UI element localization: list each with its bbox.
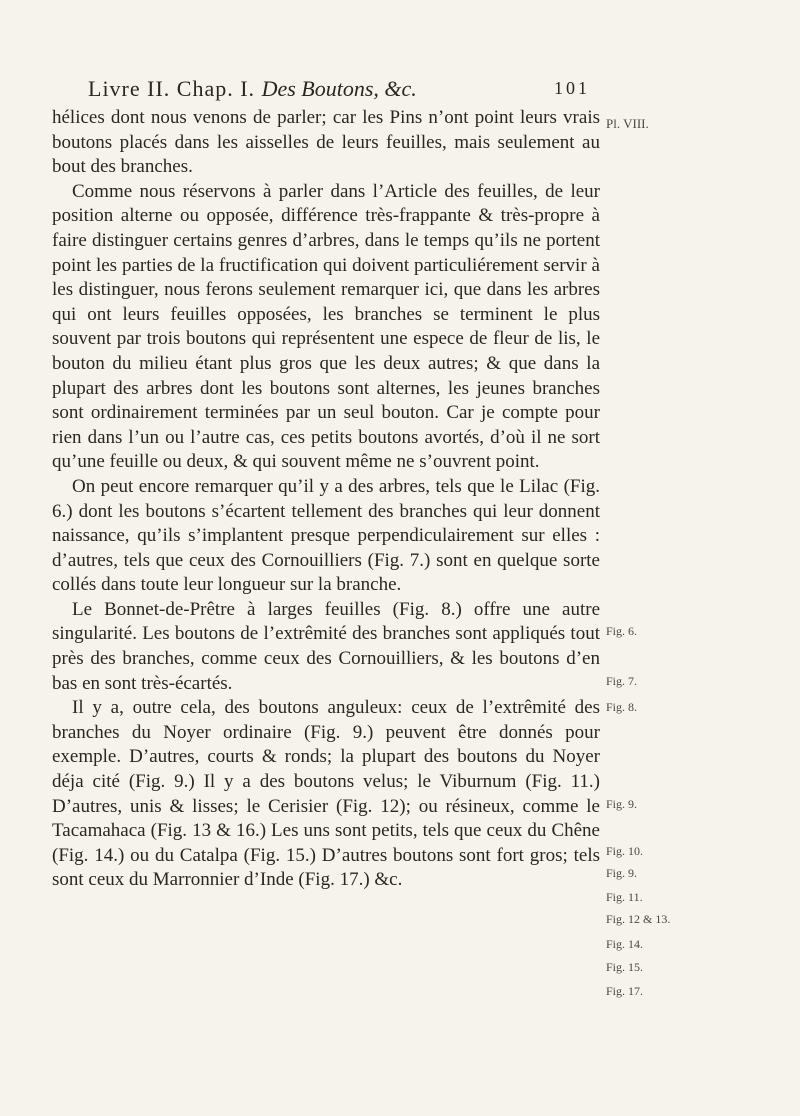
margin-note-fig7: Fig. 7. — [606, 674, 638, 688]
margin-note-fig15: Fig. 15. — [606, 960, 644, 974]
margin-note-fig10: Fig. 10. — [606, 844, 644, 858]
margin-note-fig11: Fig. 11. — [606, 890, 643, 904]
margin-note-fig14: Fig. 14. — [606, 937, 644, 951]
margin-note-fig9: Fig. 9. — [606, 797, 638, 811]
paragraph-3: On peut encore remarquer qu’il y a des arbres, tels que le Lilac (Fig. 6.) dont les boutons s’écartent tellement des branches qui leur donnent naissance, qu’ils s’implantent presque perpendiculairement sur elles : d’autres, tels que ceux des Cornouilliers (Fig. 7.) sont en quelque sorte collés dans toute leur longueur sur la branche. — [52, 475, 600, 596]
paragraph-4: Le Bonnet-de-Prêtre à larges feuilles (Fig. 8.) offre une autre singularité. Les boutons de l’extrêmité des branches sont appliqués tout près des branches, comme ceux des Cornouilliers, & les boutons d’en bas en sont très-écartés. — [52, 598, 600, 694]
margin-note-fig6: Fig. 6. — [606, 624, 638, 638]
margin-note-fig9b: Fig. 9. — [606, 866, 638, 880]
margin-note-fig8: Fig. 8. — [606, 700, 638, 714]
margin-note-fig17: Fig. 17. — [606, 984, 644, 998]
margin-note-fig12-13: Fig. 12 & 13. — [606, 912, 671, 926]
paragraph-5: Il y a, outre cela, des boutons anguleux: ceux de l’extrêmité des branches du Noyer ordinaire (Fig. 9.) peuvent être donnés pour exemple. D’autres, courts & ronds; la plupart des boutons du Noyer déja cité (Fig. 9.) Il y a des boutons velus; le Viburnum (Fig. 11.) D’autres, unis & lisses; le Cerisier (Fig. 12); ou résineux, comme le Tacamahaca (Fig. 13 & 16.) Les uns sont petits, tels que ceux du Chêne (Fig. 14.) ou du Catalpa (Fig. 15.) D’autres boutons sont fort gros; tels sont ceux du Marronnier d’Inde (Fig. 17.) &c. — [52, 697, 600, 891]
paragraph-1: hélices dont nous venons de parler; car les Pins n’ont point leurs vrais boutons placés dans les aisselles de leurs feuilles, mais seulement au bout des branches. — [52, 107, 600, 178]
header-book-chapter: Livre II. Chap. I. — [88, 76, 256, 101]
header-title: Des Boutons, &c. — [261, 76, 417, 101]
page-number: 101 — [554, 78, 590, 98]
body-text — [52, 106, 600, 893]
margin-note-plate: Pl. VIII. — [606, 116, 649, 131]
running-header — [88, 76, 608, 102]
paragraph-2: Comme nous réservons à parler dans l’Article des feuilles, de leur position alterne ou opposée, différence très-frappante & très-propre à faire distinguer certains genres d’arbres, dans le temps qu’ils ne portent point les parties de la fructification qui doivent particuliérement servir à les distinguer, nous ferons seulement remarquer ici, que dans les arbres qui ont leurs feuilles opposées, les branches se terminent le plus souvent par trois boutons qui représentent une espece de fleur de lis, le bouton du milieu étant plus gros que les deux autres; & que dans la plupart des arbres dont les boutons sont alternes, les jeunes branches sont ordinairement terminées par un seul bouton. Car je compte pour rien dans l’un ou l’autre cas, ces petits boutons avortés, d’où il ne sort qu’une feuille ou deux, & qui souvent même ne s’ouvrent point. — [52, 180, 600, 473]
